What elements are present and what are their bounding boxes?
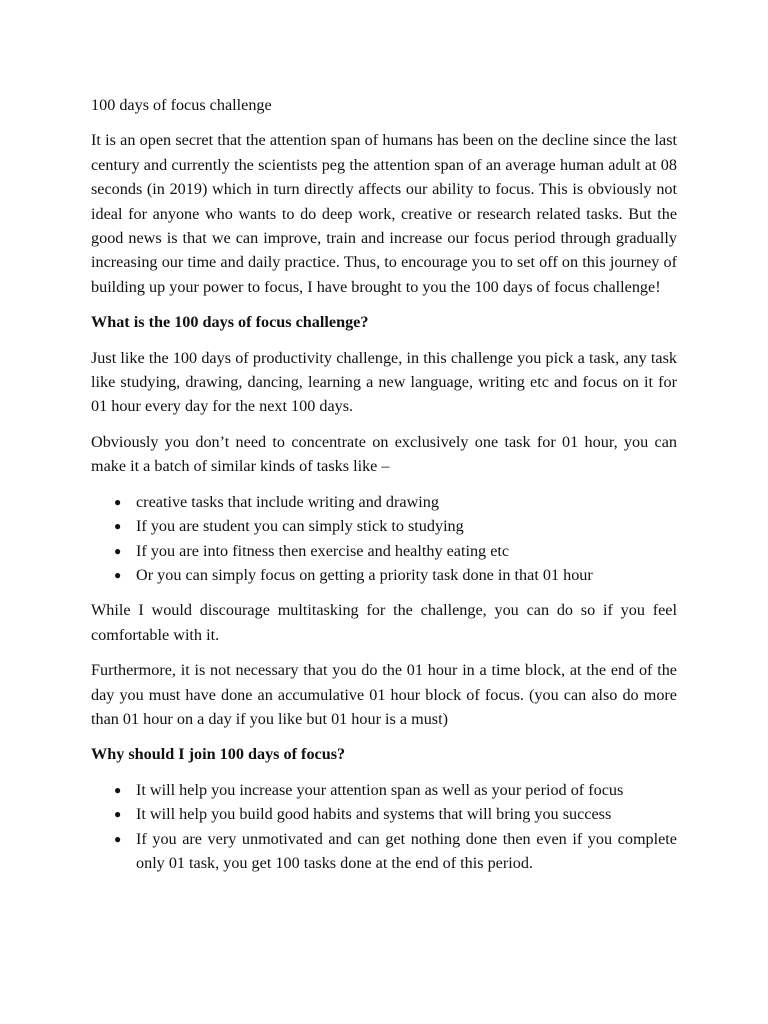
bullet-icon: ● xyxy=(114,782,122,797)
bullet-icon: ● xyxy=(114,543,122,558)
list-item-text: creative tasks that include writing and drawing xyxy=(136,492,439,511)
bullet-icon: ● xyxy=(114,567,122,582)
bullet-icon: ● xyxy=(114,519,122,534)
list-item xyxy=(91,802,677,826)
document-title: 100 days of focus challenge xyxy=(91,96,272,114)
document-page xyxy=(91,93,677,886)
section1-paragraph-3: While I would discourage multitasking for the challenge, you can do so if you feel comfortable with it. xyxy=(91,601,677,644)
list-item xyxy=(91,778,677,802)
list-item-text: It will help you increase your attention span as well as your period of focus xyxy=(136,780,624,799)
list-item-text: If you are into fitness then exercise and healthy eating etc xyxy=(136,541,510,560)
intro-paragraph: It is an open secret that the attention span of humans has been on the decline since the last century and currently the scientists peg the attention span of an average human adult at 08 seconds (in 2019) which in turn directly affects our ability to focus. This is obviously not ideal for anyone who wants to do deep work, creative or research related tasks. But the good news is that we can improve, train and increase our focus period through gradually increasing our time and daily practice. Thus, to encourage you to set off on this journey of building up your power to focus, I have brought to you the 100 days of focus challenge! xyxy=(91,131,677,296)
bullet-icon: ● xyxy=(114,494,122,509)
list-item xyxy=(91,490,677,514)
bullet-icon: ● xyxy=(114,831,122,846)
section1-paragraph-2: Obviously you don’t need to concentrate on exclusively one task for 01 hour, you can make it a batch of similar kinds of tasks like – xyxy=(91,432,677,476)
list-item-text: Or you can simply focus on getting a priority task done in that 01 hour xyxy=(136,565,593,584)
list-item-text: It will help you build good habits and systems that will bring you success xyxy=(136,805,612,824)
bullet-icon: ● xyxy=(114,807,122,822)
list-item-text: If you are student you can simply stick to studying xyxy=(136,517,464,536)
list-item xyxy=(91,539,677,563)
list-item xyxy=(91,563,677,587)
section-heading-what-is: What is the 100 days of focus challenge? xyxy=(91,313,369,332)
list-item xyxy=(91,827,677,876)
section1-paragraph-4: Furthermore, it is not necessary that you do the 01 hour in a time block, at the end of the day you must have done an accumulative 01 hour block of focus. (you can also do more than 01 hour on a day if you like but 01 hour is a must) xyxy=(91,661,677,728)
task-examples-list xyxy=(91,490,677,588)
list-item xyxy=(91,514,677,538)
benefits-list xyxy=(91,778,677,876)
section-heading-why-join: Why should I join 100 days of focus? xyxy=(91,745,346,764)
list-item-text: If you are very unmotivated and can get nothing done then even if you complete only 01 task, you get 100 tasks done at the end of this period. xyxy=(136,829,677,872)
section1-paragraph-1: Just like the 100 days of productivity challenge, in this challenge you pick a task, any task like studying, drawing, dancing, learning a new language, writing etc and focus on it for 01 hour every day for the next 100 days. xyxy=(91,348,677,416)
